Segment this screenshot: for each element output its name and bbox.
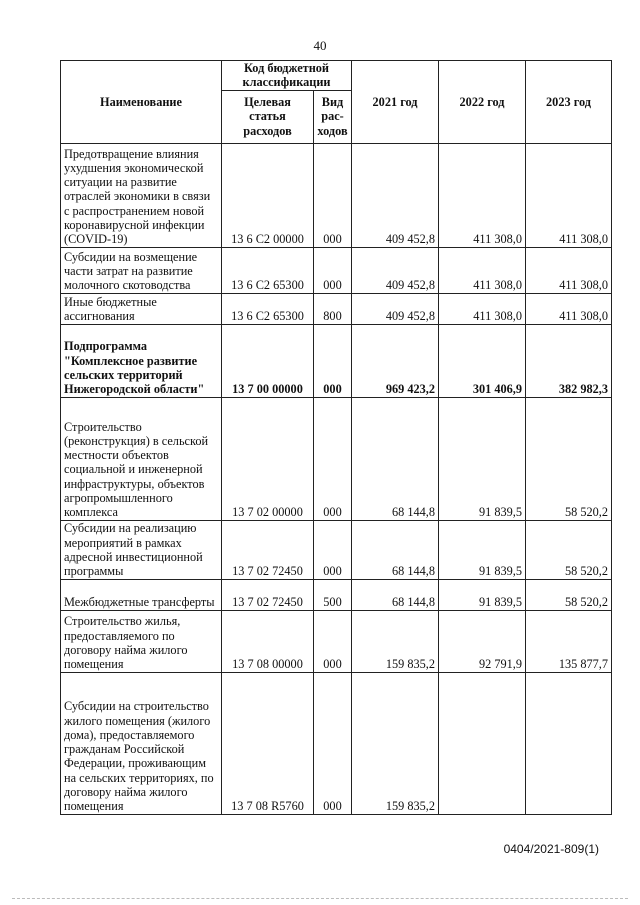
table-row (61, 520, 612, 579)
page-number: 40 (313, 38, 327, 53)
row-expense-type-cell: 000 (314, 143, 352, 247)
row-code-cell: 13 6 С2 65300 (222, 293, 314, 324)
row-expense-type-cell: 000 (314, 672, 352, 814)
row-2022-cell (439, 672, 526, 814)
row-2021-cell: 409 452,8 (352, 247, 439, 293)
row-name-cell: Субсидии на реализацию мероприятий в рамках адресной инвестиционной программы (61, 520, 222, 579)
row-code-cell: 13 7 02 00000 (222, 397, 314, 520)
header-2022: 2022 год (439, 61, 526, 144)
row-2023-cell: 58 520,2 (526, 397, 612, 520)
row-2022-cell: 91 839,5 (439, 579, 526, 610)
table-row (61, 397, 612, 520)
row-2022-cell: 411 308,0 (439, 247, 526, 293)
header-target-item: Целевая статья расходов (222, 90, 314, 143)
row-2023-cell: 135 877,7 (526, 610, 612, 672)
row-name-cell: Строительство жилья, предоставляемого по договору найма жилого помещения (61, 610, 222, 672)
table-row (61, 324, 612, 397)
table-row (61, 610, 612, 672)
budget-table (60, 60, 612, 815)
row-2021-cell: 68 144,8 (352, 397, 439, 520)
row-code-cell: 13 7 00 00000 (222, 324, 314, 397)
table-row (61, 247, 612, 293)
header-2021: 2021 год (352, 61, 439, 144)
row-2021-cell: 409 452,8 (352, 143, 439, 247)
row-code-cell: 13 6 С2 65300 (222, 247, 314, 293)
row-code-cell: 13 7 02 72450 (222, 579, 314, 610)
row-expense-type-cell: 000 (314, 397, 352, 520)
row-2023-cell: 58 520,2 (526, 520, 612, 579)
row-2022-cell: 91 839,5 (439, 397, 526, 520)
row-expense-type-cell: 500 (314, 579, 352, 610)
row-2023-cell: 382 982,3 (526, 324, 612, 397)
row-2021-cell: 68 144,8 (352, 520, 439, 579)
row-expense-type-cell: 000 (314, 247, 352, 293)
row-2021-cell: 68 144,8 (352, 579, 439, 610)
row-name-cell: Субсидии на возмещение части затрат на развитие молочного скотоводства (61, 247, 222, 293)
row-2022-cell: 411 308,0 (439, 293, 526, 324)
row-2022-cell: 411 308,0 (439, 143, 526, 247)
header-row-1 (61, 61, 612, 91)
row-2022-cell: 91 839,5 (439, 520, 526, 579)
header-expense-type: Вид рас-ходов (314, 90, 352, 143)
row-2021-cell: 159 835,2 (352, 672, 439, 814)
row-2022-cell: 92 791,9 (439, 610, 526, 672)
row-code-cell: 13 7 08 R5760 (222, 672, 314, 814)
table-row (61, 143, 612, 247)
table-row (61, 293, 612, 324)
row-2022-cell: 301 406,9 (439, 324, 526, 397)
row-name-cell: Строительство (реконструкция) в сельской местности объектов социальной и инженерной инфраструктуры, объектов агропромышленного комплекса (61, 397, 222, 520)
row-2023-cell: 411 308,0 (526, 293, 612, 324)
row-name-cell: Подпрограмма "Комплексное развитие сельских территорий Нижегородской области" (61, 324, 222, 397)
row-expense-type-cell: 800 (314, 293, 352, 324)
table-row (61, 579, 612, 610)
row-name-cell: Предотвращение влияния ухудшения экономической ситуации на развитие отраслей экономики в связи с распространением новой коронавирусной инфекции (COVID-19) (61, 143, 222, 247)
row-2023-cell: 411 308,0 (526, 143, 612, 247)
scan-edge-line (12, 896, 628, 899)
row-expense-type-cell: 000 (314, 610, 352, 672)
row-2021-cell: 159 835,2 (352, 610, 439, 672)
row-2023-cell (526, 672, 612, 814)
table-row (61, 672, 612, 814)
row-name-cell: Субсидии на строительство жилого помещения (жилого дома), предоставляемого гражданам Российской Федерации, проживающим на сельских территориях, по договору найма жилого помещения (61, 672, 222, 814)
header-code-group: Код бюджетной классификации (222, 61, 352, 91)
row-expense-type-cell: 000 (314, 324, 352, 397)
row-name-cell: Иные бюджетные ассигнования (61, 293, 222, 324)
row-2023-cell: 58 520,2 (526, 579, 612, 610)
row-code-cell: 13 6 С2 00000 (222, 143, 314, 247)
header-2023: 2023 год (526, 61, 612, 144)
row-2021-cell: 409 452,8 (352, 293, 439, 324)
row-code-cell: 13 7 08 00000 (222, 610, 314, 672)
row-name-cell: Межбюджетные трансферты (61, 579, 222, 610)
row-expense-type-cell: 000 (314, 520, 352, 579)
row-code-cell: 13 7 02 72450 (222, 520, 314, 579)
row-2021-cell: 969 423,2 (352, 324, 439, 397)
header-name: Наименование (61, 61, 222, 144)
row-2023-cell: 411 308,0 (526, 247, 612, 293)
document-number: 0404/2021-809(1) (503, 842, 599, 856)
